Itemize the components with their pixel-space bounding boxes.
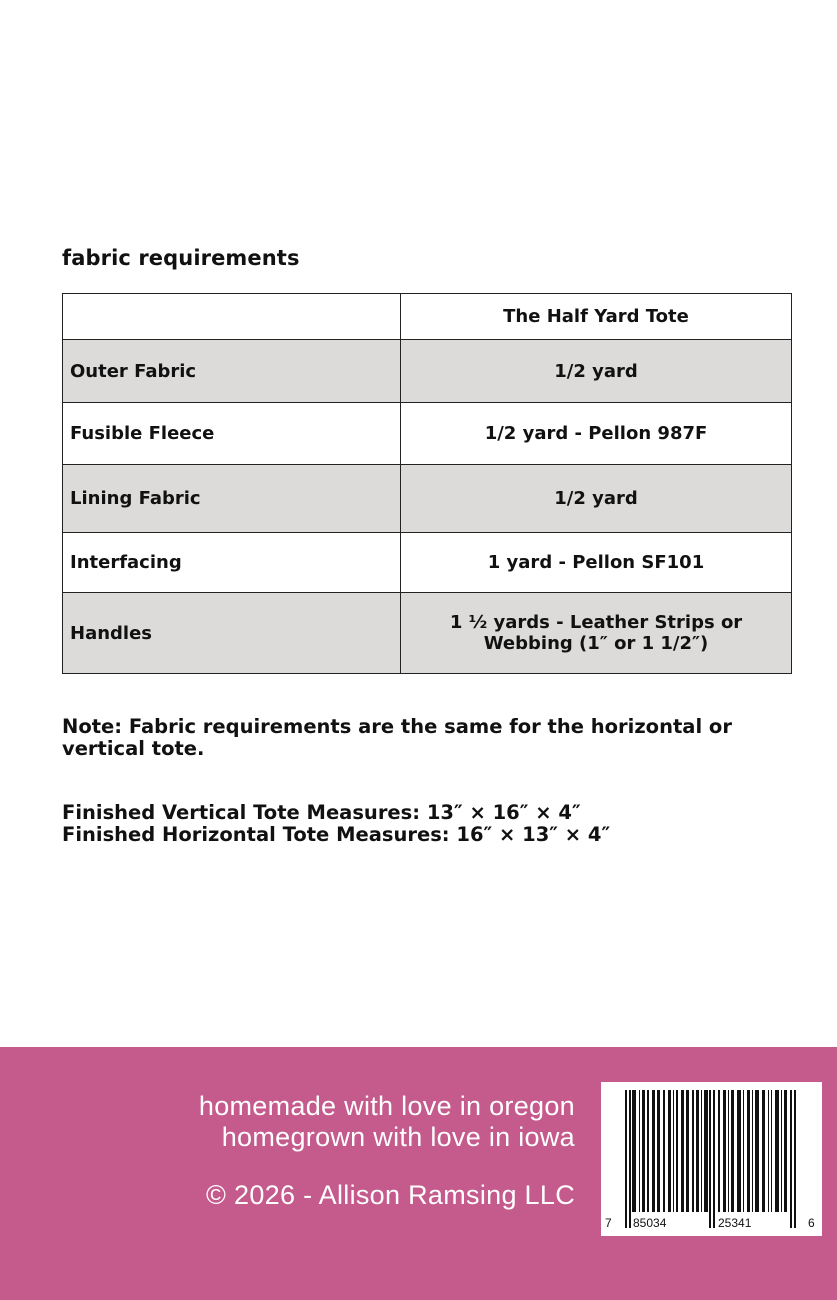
barcode-bar <box>737 1090 741 1212</box>
row-label: Lining Fabric <box>63 465 401 533</box>
row-label: Interfacing <box>63 533 401 593</box>
table-row <box>63 533 792 593</box>
barcode-bar <box>652 1090 655 1212</box>
footer-tagline <box>199 1091 575 1153</box>
table-row <box>63 403 792 465</box>
barcode-bar <box>681 1090 684 1212</box>
table-row <box>63 593 792 674</box>
row-value: 1/2 yard <box>401 340 792 403</box>
barcode <box>601 1082 822 1236</box>
finished-measures <box>62 802 610 846</box>
barcode-bar <box>686 1090 689 1212</box>
row-value: 1 yard - Pellon SF101 <box>401 533 792 593</box>
barcode-bar <box>629 1090 631 1228</box>
barcode-bar <box>718 1090 720 1212</box>
barcode-bar <box>676 1090 678 1212</box>
tagline-iowa: homegrown with love in iowa <box>221 1122 575 1152</box>
barcode-bar <box>632 1090 636 1212</box>
copyright-text: © 2026 - Allison Ramsing LLC <box>206 1180 575 1210</box>
barcode-bar <box>790 1090 792 1228</box>
note-line: vertical tote. <box>62 737 205 760</box>
barcode-bar <box>781 1090 782 1212</box>
barcode-bar <box>713 1090 715 1228</box>
barcode-bar <box>723 1090 726 1212</box>
barcode-bar <box>755 1090 759 1212</box>
table-header-row <box>63 294 792 340</box>
note-line: Note: Fabric requirements are the same for the horizontal or <box>62 715 732 738</box>
tagline-oregon: homemade with love in oregon <box>198 1091 575 1121</box>
barcode-bar <box>709 1090 711 1228</box>
barcode-bar <box>743 1090 744 1212</box>
row-value: 1/2 yard <box>401 465 792 533</box>
row-value-line: Webbing (1″ or 1 1/2″) <box>483 633 709 654</box>
barcode-bar <box>657 1090 660 1212</box>
barcode-bar <box>762 1090 765 1212</box>
barcode-bar <box>771 1090 772 1212</box>
barcode-bar <box>747 1090 750 1212</box>
barcode-bar <box>642 1090 645 1212</box>
barcode-digit-left: 7 <box>605 1216 612 1230</box>
table-header-empty-cell <box>63 294 401 340</box>
table-row <box>63 465 792 533</box>
barcode-bar <box>794 1090 796 1228</box>
fabric-note <box>62 716 782 760</box>
barcode-bars-icon <box>601 1082 822 1236</box>
barcode-bar <box>692 1090 694 1212</box>
vertical-measure: Finished Vertical Tote Measures: 13″ × 16″ × 4″ <box>62 801 581 824</box>
barcode-bar <box>701 1090 702 1212</box>
barcode-bar <box>728 1090 729 1212</box>
fabric-requirements-table <box>62 293 792 674</box>
table-row <box>63 340 792 403</box>
barcode-bar <box>752 1090 753 1212</box>
row-value: 1/2 yard - Pellon 987F <box>401 403 792 465</box>
barcode-bar <box>784 1090 787 1212</box>
barcode-bar <box>663 1090 665 1212</box>
row-label: Handles <box>63 593 401 674</box>
barcode-bar <box>647 1090 649 1212</box>
row-value <box>401 593 792 674</box>
barcode-bar <box>668 1090 671 1212</box>
barcode-digit-right: 6 <box>808 1216 815 1230</box>
table-header-tote-name: The Half Yard Tote <box>401 294 792 340</box>
barcode-bar <box>673 1090 674 1212</box>
row-value-line: 1 ½ yards - Leather Strips or <box>449 612 743 633</box>
barcode-bar <box>639 1090 640 1212</box>
barcode-bar <box>704 1090 708 1212</box>
barcode-group-1: 85034 <box>633 1216 667 1230</box>
barcode-bar <box>696 1090 699 1212</box>
barcode-group-2: 25341 <box>718 1216 752 1230</box>
section-heading: fabric requirements <box>62 246 300 270</box>
row-label: Outer Fabric <box>63 340 401 403</box>
horizontal-measure: Finished Horizontal Tote Measures: 16″ × 13″ × 4″ <box>62 823 611 846</box>
barcode-bar <box>768 1090 769 1212</box>
barcode-bar <box>625 1090 627 1228</box>
barcode-bar <box>731 1090 734 1212</box>
barcode-bar <box>775 1090 779 1212</box>
row-label: Fusible Fleece <box>63 403 401 465</box>
